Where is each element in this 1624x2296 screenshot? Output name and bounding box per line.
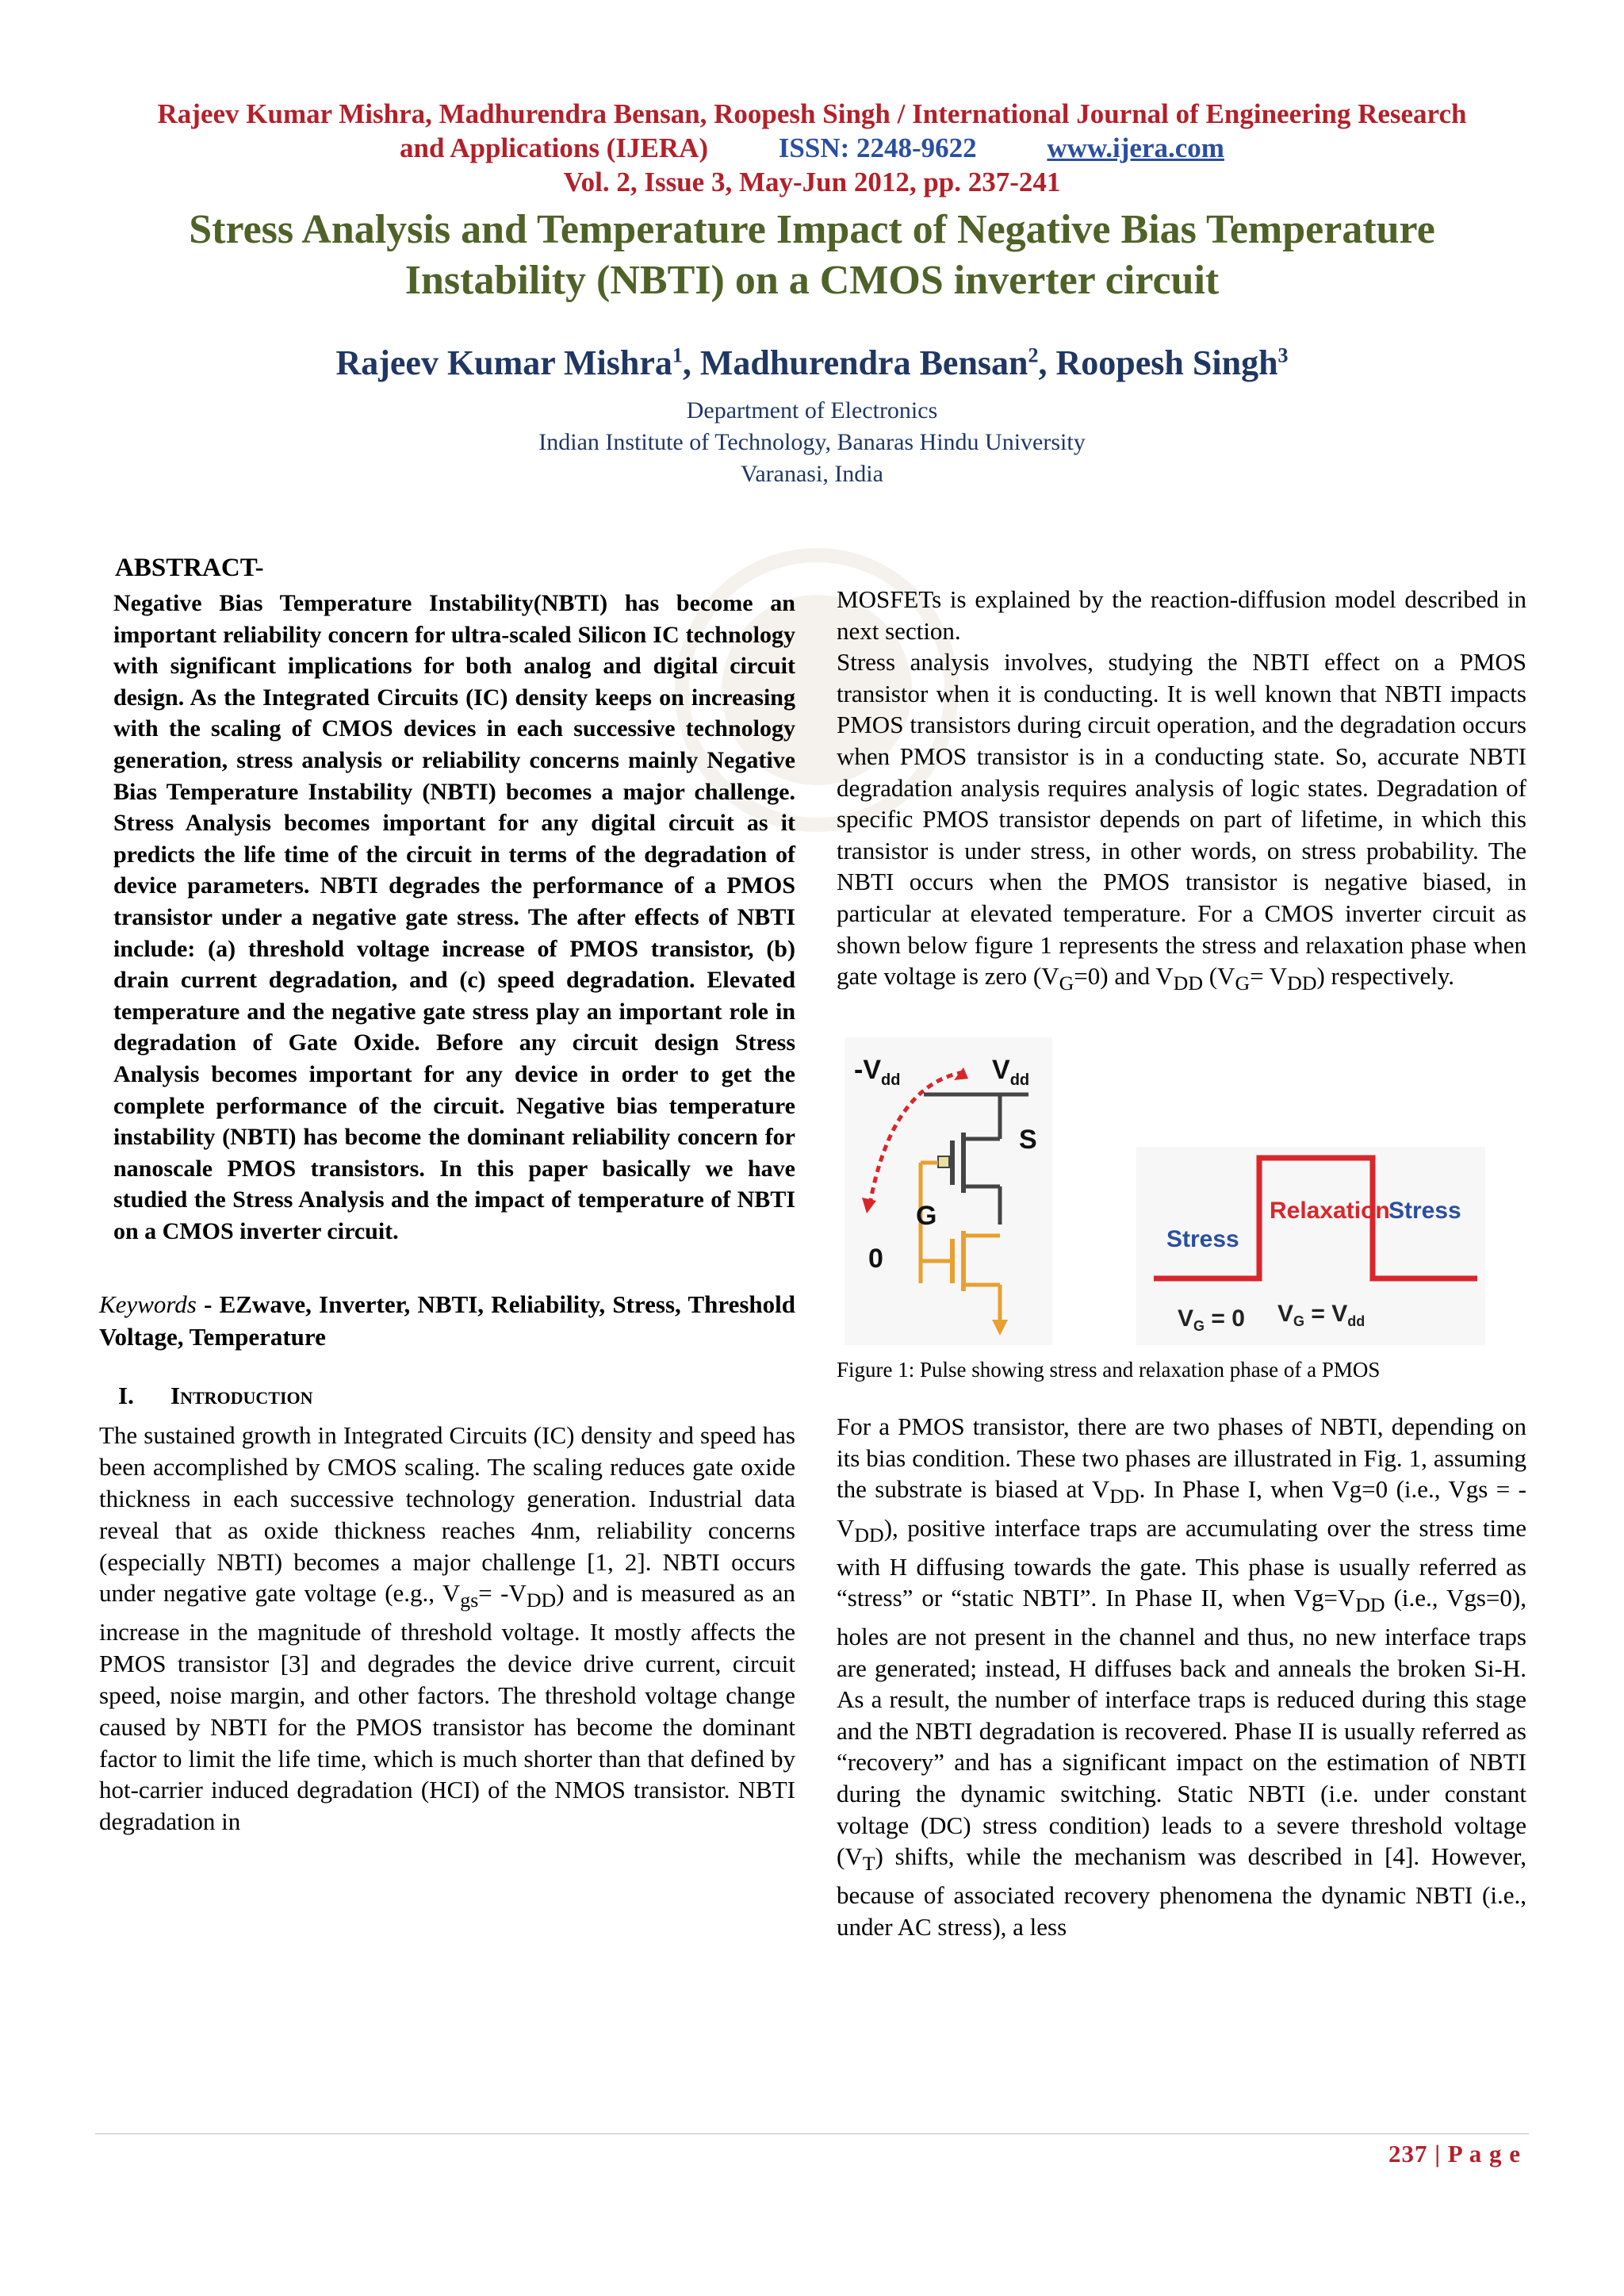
text-run: (i.e., Vgs=0), holes are not present in the channel and thus, no new interface traps are generated; instead, H diffuses back and anneals the broken Si-H. As a result, the number of interface traps is reduced during this stage and the NBTI degradation is recovered. Phase II is usually referred as “recovery” and has a significant impact on the estimation of NBTI during the dynamic switching. Static NBTI (i.e. under constant voltage (DC) stress condition) leads to a severe threshold voltage (V — [837, 1584, 1526, 1871]
affiliation-line: Department of Electronics — [686, 397, 938, 424]
text-run: Stress analysis involves, studying the NBTI effect on a PMOS transistor when it is conducting. It is well known that NBTI impacts PMOS transistors during circuit operation, and the degradation occurs when PMOS transistor is in a conducting state. So, accurate NBTI degradation analysis requires analysis of logic states. Degradation of specific PMOS transistor depends on part of lifetime, in which this transistor is under stress, in other words, on stress probability. The NBTI occurs when the PMOS transistor is negative biased, in particular at elevated temperature. For a CMOS inverter circuit as shown below figure 1 represents the stress and relaxation phase when gate voltage is zero (V — [837, 648, 1526, 991]
author-name: Roopesh Singh — [1055, 343, 1278, 382]
body-paragraph: MOSFETs is explained by the reaction-diffusion model described in next section. — [837, 585, 1526, 645]
title-line-1: Stress Analysis and Temperature Impact of Negative Bias Temperature — [189, 207, 1435, 252]
header-line-2 — [79, 131, 1545, 165]
text-run: ) shifts, while the mechanism was described in [4]. However, because of associated recovery phenomena the dynamic NBTI (i.e., under AC stress), a less — [837, 1842, 1526, 1941]
abstract-heading: ABSTRACT- — [115, 554, 264, 582]
subscript: DD — [526, 1589, 557, 1612]
section-title: Introduction — [170, 1382, 313, 1410]
author-list: Rajeev Kumar Mishra$^1$, Madhurendra Bensan$^2$, Roopesh Singh$^3$ — [335, 343, 1289, 382]
title-line-2: Instability (NBTI) on a CMOS inverter circuit — [404, 258, 1220, 303]
header-issn: ISSN: 2248-9622 — [778, 132, 977, 163]
subscript: DD — [1173, 972, 1203, 995]
pmos-transistor-diagram — [845, 1037, 1052, 1345]
affiliation-line: Varanasi, India — [741, 461, 883, 487]
section-number: I. — [118, 1382, 134, 1410]
affiliation-line: Indian Institute of Technology, Banaras Hindu University — [538, 429, 1086, 455]
author-name: Rajeev Kumar Mishra — [335, 343, 672, 382]
stress-label-left: Stress — [1166, 1225, 1239, 1252]
vg-zero-label: $V_G = 0$ — [1178, 1305, 1245, 1334]
keywords-label: Keywords — [99, 1290, 197, 1319]
affiliation — [79, 395, 1545, 490]
header-line-1: Rajeev Kumar Mishra, Madhurendra Bensan, Roopesh Singh / International Journal of Engineering Research — [157, 98, 1467, 129]
text-run: (V — [1202, 962, 1235, 991]
vdd-label: $V_{dd}$ — [992, 1054, 1030, 1089]
header-line-3: Vol. 2, Issue 3, May-Jun 2012, pp. 237-241 — [563, 167, 1061, 197]
author-name: Madhurendra Bensan — [699, 343, 1028, 382]
relaxation-label: Relaxation — [1270, 1197, 1390, 1224]
vg-vdd-label: $V_G = V_{dd}$ — [1277, 1300, 1365, 1329]
subscript: gs — [460, 1589, 479, 1612]
header-journal: and Applications (IJERA) — [400, 132, 709, 163]
figure-caption: Figure 1: Pulse showing stress and relaxation phase of a PMOS — [837, 1357, 1381, 1382]
intro-paragraph — [99, 1420, 795, 1838]
text-run: =0) and V — [1074, 962, 1174, 991]
header-website-link[interactable]: www.ijera.com — [1047, 132, 1224, 163]
journal-header — [79, 97, 1545, 199]
subscript: DD — [1109, 1485, 1139, 1508]
subscript: G — [1235, 972, 1251, 995]
subscript: T — [862, 1852, 875, 1876]
text-run: = -V — [478, 1579, 527, 1608]
text-run: ), positive interface traps are accumulating over the stress time with H diffusing towards the gate. This phase is usually referred as “stress” or “static NBTI”. In Phase II, when Vg=V — [837, 1513, 1526, 1612]
text-run: The sustained growth in Integrated Circuits (IC) density and speed has been accomplished by CMOS scaling. The scaling reduces gate oxide thickness in each successive technology generation. Industrial data reveal that as oxide thickness reaches 4nm, reliability concerns (especially NBTI) becomes a major challenge [1, 2]. NBTI occurs under negative gate voltage (e.g., V — [99, 1421, 795, 1608]
right-column — [837, 584, 1526, 1942]
body-paragraph — [837, 1411, 1526, 1942]
gate-label: G — [916, 1200, 937, 1231]
text-run: ) and is measured as an increase in the magnitude of threshold voltage. It mostly affects the PMOS transistor [3] and degrades the device drive current, circuit speed, noise margin, and other factors. The threshold voltage change caused by NBTI for the PMOS transistor has become the dominant factor to limit the life time, which is much shorter than that defined by hot-carrier induced degradation (HCI) of the NMOS transistor. NBTI degradation in — [99, 1579, 796, 1836]
subscript: DD — [854, 1524, 884, 1547]
neg-vdd-label: $-V_{dd}$ — [854, 1054, 901, 1089]
subscript: DD — [1287, 972, 1317, 995]
text-run: = V — [1250, 962, 1288, 991]
text-run: For a PMOS transistor, there are two phases of NBTI, depending on its bias condition. These two phases are illustrated in Fig. 1, assuming the substrate is biased at V — [837, 1412, 1526, 1504]
source-label: S — [1019, 1124, 1037, 1155]
footer-divider — [95, 2133, 1529, 2134]
stress-relaxation-pulse — [1136, 1147, 1485, 1345]
keywords-text: - EZwave, Inverter, NBTI, Reliability, Stress, Threshold Voltage, Temperature — [99, 1290, 795, 1351]
abstract-body: Negative Bias Temperature Instability(NBTI) has become an important reliability concern for ultra-scaled Silicon IC technology with significant implications for both analog and digital circuit design. As the Integrated Circuits (IC) density keeps on increasing with the scaling of CMOS devices in each successive technology generation, stress analysis or reliability concerns mainly Negative Bias Temperature Instability (NBTI) becomes a major challenge. Stress Analysis becomes important for any digital circuit as it predicts the life time of the circuit in terms of the degradation of device parameters. NBTI degrades the performance of a PMOS transistor under a negative gate stress. The after effects of NBTI include: (a) threshold voltage increase of PMOS transistor, (b) drain current degradation, and (c) speed degradation. Elevated temperature and the negative gate stress play an important role in degradation of Gate Oxide. Before any circuit design Stress Analysis becomes important for any device in order to get the complete performance of the circuit. Negative bias temperature instability (NBTI) has become the dominant reliability concern for nanoscale PMOS transistors. In this paper basically we have studied the Stress Analysis and the impact of temperature of NBTI on a CMOS inverter circuit. — [113, 590, 795, 1244]
left-column — [99, 554, 795, 1838]
text-run: . In Phase I, when Vg=0 (i.e., Vgs = -V — [837, 1475, 1526, 1542]
zero-label: 0 — [868, 1243, 883, 1274]
paper-title — [79, 205, 1545, 306]
page-number: 237 | P a g e — [1388, 2140, 1521, 2168]
author-affiliation-mark: 2 — [1028, 343, 1039, 367]
keywords — [99, 1288, 795, 1353]
author-affiliation-mark: 3 — [1277, 343, 1289, 367]
subscript: DD — [1355, 1593, 1385, 1617]
author-affiliation-mark: 1 — [672, 343, 683, 367]
text-run: ) respectively. — [1316, 962, 1455, 991]
stress-label-right: Stress — [1388, 1197, 1461, 1224]
subscript: G — [1059, 972, 1074, 995]
section-heading-introduction — [118, 1382, 795, 1410]
figure-1 — [837, 1037, 1526, 1355]
gate-bubble — [938, 1156, 949, 1167]
body-paragraph — [837, 646, 1526, 999]
